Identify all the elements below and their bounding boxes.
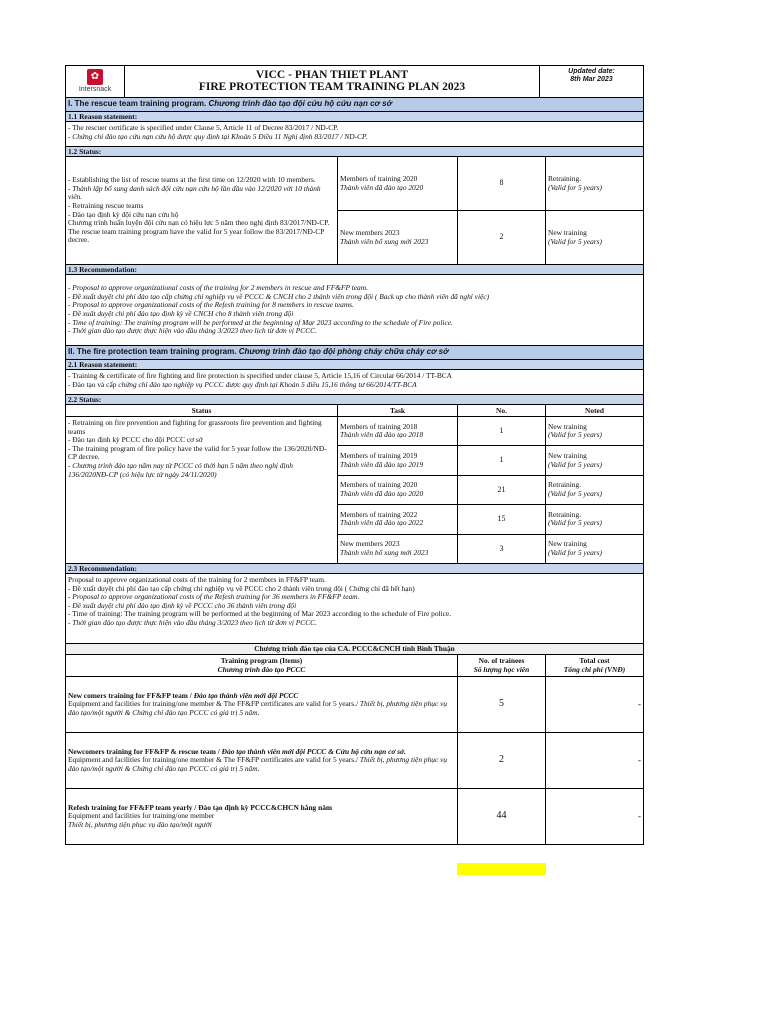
status-line: - Thành lập bổ sung danh sách đội cứu nạn cứu hộ lần đầu vào 12/2020 với 10 thành viên. [68, 183, 321, 202]
rec-line: - Đề xuất duyệt chi phí đào tạo định kỳ về CNCH cho 8 thành viên trong đội [68, 309, 294, 318]
noted-label: New training [548, 539, 587, 549]
task-cell [338, 535, 458, 563]
reason-en: - The rescuer certificate is specified under Clause 5, Article 11 of Decree 83/2017 / ND-CP. [68, 123, 339, 132]
task-cell [338, 157, 458, 210]
noted-cell [546, 535, 643, 563]
status-line: - Retraining on fire prevention and fighting for grassroots fire prevention and fighting teams [68, 418, 322, 436]
noted-label-vi: (Valid for 5 years) [548, 459, 602, 469]
col-program [66, 655, 458, 676]
highlighted-cell [457, 863, 546, 875]
task-cell [338, 505, 458, 533]
task-label: New members 2023 [340, 227, 400, 237]
count-cell: 15 [458, 505, 546, 533]
reason-vi: chứng chỉ đào tạo nghiệp vụ PCCC được quy định tại Khoản 5 điều 15,16 thông tư 66/2014/TT-BCA [116, 379, 417, 389]
count-cell: 1 [458, 446, 546, 474]
section-2-2-label: 2.2 Status: [66, 395, 643, 405]
trainees-cell: 44 [458, 789, 546, 844]
updated-date-box [539, 66, 643, 97]
section-2-3-label: 2.3 Recommendation: [66, 564, 643, 574]
task-label-vi: Thành viên đã đào tạo 2020 [340, 489, 424, 499]
trainees-cell: 5 [458, 677, 546, 732]
program-desc-vi: Thiết bị, phương tiện phục vụ đào tạo/một người [68, 819, 212, 829]
rec-line: - Thời gian đào tạo được thực hiện vào đầu tháng 3/2023 theo lịch từ đơn vị PCCC. [68, 326, 317, 336]
noted-cell [546, 417, 643, 445]
noted-label-vi: (Valid for 5 years) [548, 489, 602, 499]
rec-line: - Đề xuất duyệt chi phí đào tạo định kỳ về PCCC cho 36 thành viên trong đội [68, 600, 297, 610]
status-rows [338, 157, 643, 264]
noted-label-vi: (Valid for 5 years) [548, 430, 602, 440]
col-trainees [458, 655, 546, 676]
noted-label-vi: (Valid for 5 years) [548, 236, 602, 246]
count-cell: 2 [458, 211, 546, 264]
table-row [338, 476, 643, 505]
col-trainees-label: No. of trainees [478, 655, 525, 665]
col-trainees-label-vi: Số lượng học viên [473, 664, 530, 674]
task-label: Members of training 2019 [340, 451, 418, 461]
noted-label-vi: (Valid for 5 years) [548, 518, 602, 528]
status-line: Chương trình huấn luyện đội cứu nạn có hiệu lực 5 năm theo nghị định 83/2017/NĐ-CP. [68, 218, 330, 228]
section-1-1-reason [66, 122, 643, 147]
reason-vi: - Chứng chỉ đào tạo cứu nạn cứu hộ được quy định tại Khoản 5 Điều 11 Nghị định 83/2017 / ND-CP. [68, 131, 368, 141]
updated-value: 8th Mar 2023 [570, 76, 613, 83]
status-description [66, 157, 338, 264]
total-cell: - [638, 811, 641, 822]
rec-line: Proposal to approve organizational costs of the training for 2 members in FF&FP team. [68, 575, 326, 584]
cost-row [66, 789, 643, 844]
count-cell: 1 [458, 417, 546, 445]
updated-label: Updated date: [568, 68, 615, 75]
program-title-en: New comers training for FF&FP team / [68, 690, 194, 700]
reason-vi-prefix: - Đào tạo và cấp [68, 379, 117, 389]
count-cell: 3 [458, 535, 546, 563]
program-title-vi: Đào tạo thành viên mới đội PCCC [193, 690, 299, 700]
rec-line: - Time of training: The training program will be performed at the beginning of Mar 2023 according to the schedule of Fire police. [68, 609, 452, 619]
task-label-vi: Thành viên đã đào tạo 2018 [340, 430, 424, 440]
trainees-cell: 2 [458, 733, 546, 788]
table-row [338, 417, 643, 446]
status-rows [338, 417, 643, 563]
noted-label: New training [548, 451, 587, 461]
status-line: The rescue team training program have the valid for 5 year follow the 83/2017/NĐ-CP decree. [68, 226, 325, 245]
rec-line: - Thời gian đào tạo được thực hiện vào đầu tháng 3/2023 theo lịch từ đơn vị PCCC. [68, 617, 317, 627]
count-cell: 21 [458, 476, 546, 504]
col-total [546, 655, 643, 676]
noted-label: Retraining. [548, 480, 582, 490]
task-label: Members of training 2020 [340, 480, 418, 490]
col-total-label-vi: Tổng chi phí (VNĐ) [563, 664, 626, 674]
status-description [66, 417, 338, 563]
status-line: - Đào tạo định kỳ PCCC cho đội PCCC cơ sở [68, 435, 203, 445]
section-2-title-vi: Chương trình đào tạo đội phòng cháy chữa cháy cơ sở [238, 347, 449, 356]
program-title-en: Newcomers training for FF&FP & rescue team / [68, 746, 222, 756]
col-status: Status [66, 405, 338, 416]
col-task: Task [338, 405, 458, 416]
cost-table-header [66, 655, 643, 677]
noted-cell [546, 446, 643, 474]
logo-text: Intersnack [78, 85, 112, 93]
program-cell [66, 733, 458, 788]
title-line-1: VICC - PHAN THIET PLANT [255, 69, 409, 81]
task-label: New members 2023 [340, 539, 400, 549]
program-desc-en: Equipment and facilities for training/one member [68, 811, 215, 821]
total-cell: - [638, 755, 641, 766]
task-cell [338, 211, 458, 264]
table-row [338, 535, 643, 563]
section-2-1-label: 2.1 Reason statement: [66, 360, 643, 370]
section-1-3-label: 1.3 Recommendation: [66, 265, 643, 275]
program-desc-en: Equipment and facilities for training/one member & The FF&FP certificates are valid for 5 years./ [68, 755, 360, 765]
noted-label-vi: (Valid for 5 years) [548, 547, 602, 557]
section-1-2-label: 1.2 Status: [66, 147, 643, 157]
program-desc [68, 700, 455, 717]
task-label-vi: Thành viên đã đào tạo 2022 [340, 518, 424, 528]
status-line: - Establishing the list of rescue teams at the first time on 12/2020 with 10 members. [68, 175, 316, 185]
col-total-label: Total cost [579, 655, 610, 665]
logo-flame-icon: ✿ [87, 69, 103, 85]
document-title [125, 66, 539, 97]
section-1-title-vi: Chương trình đào tạo đội cứu hộ cứu nạn cơ sở [208, 99, 392, 108]
document-header [66, 66, 643, 98]
table-row [338, 211, 643, 264]
col-no: No. [458, 405, 546, 416]
task-cell [338, 417, 458, 445]
section-1-1-label: 1.1 Reason statement: [66, 112, 643, 122]
status-line: - The training program of fire policy have the valid for 5 year follow the 136/2020/NĐ-CP decree. [68, 443, 327, 462]
company-logo [66, 66, 125, 97]
table-row [338, 157, 643, 211]
reason-en: - Training & certificate of fire fighting and fire protection is specified under clause 5, Article 15,16 of Circular 66/2014 / TT-BCA [68, 371, 453, 380]
section-1-title: I. The rescue team training program. [68, 99, 207, 108]
task-label-vi: Thành viên đã đào tạo 2019 [340, 459, 424, 469]
table-row [338, 446, 643, 475]
rec-line: - Time of training: The training program will be performed at the beginning of Mar 2023 according to the schedule of Fire police. [68, 317, 453, 327]
rec-line: - Đề xuất duyệt chi phí đào tạo cấp chứng chỉ nghiệp vụ về PCCC cho 2 thành viên trong đội ( Chứng chỉ đã hết hạn) [68, 583, 415, 593]
section-2-status-table [66, 417, 643, 564]
program-desc [68, 756, 455, 773]
noted-cell [546, 476, 643, 504]
col-program-label-vi: Chương trình đào tạo PCCC [217, 664, 306, 674]
col-program-label: Training program (Items) [220, 655, 303, 665]
title-line-2: FIRE PROTECTION TEAM TRAINING PLAN 2023 [198, 81, 466, 93]
noted-label: New training [548, 227, 587, 237]
program-cell [66, 789, 458, 844]
noted-label-vi: (Valid for 5 years) [548, 182, 602, 192]
task-cell [338, 446, 458, 474]
rec-line: - Proposal to approve organizational costs of the training for 2 members in rescue and FF&FP team. [68, 283, 368, 293]
program-desc-vi: Thiết bị, phương tiện phục vụ đào tạo/một người & Chứng chỉ đào tạo PCCC có giá trị 5 năm. [68, 699, 448, 717]
task-cell [338, 476, 458, 504]
table-row [338, 505, 643, 534]
rec-line: - Proposal to approve organizational costs of the Refesh training for 8 members in rescue teams. [68, 300, 354, 310]
status-line: - Retraining rescue teams [68, 200, 144, 210]
count-cell: 8 [458, 157, 546, 210]
task-label-vi: Thành viên bổ xung mới 2023 [340, 236, 429, 246]
total-cell: - [638, 699, 641, 710]
section-2-recommendation [66, 574, 643, 644]
training-plan-sheet [65, 65, 644, 845]
section-2-title: II. The fire protection team training program. [68, 347, 237, 356]
noted-label: New training [548, 421, 587, 431]
col-noted: Noted [585, 406, 604, 415]
reason-vi-line [68, 381, 641, 390]
status-table-header [66, 405, 643, 417]
section-1-status-table [66, 157, 643, 265]
status-line: - Chương trình đào tạo năm nay từ PCCC có thời hạn 5 năm theo nghị định 136/2020NĐ-CP (có hiệu lực từ ngày 24/11/2020) [68, 460, 293, 479]
program-desc-en: Equipment and facilities for training/one member & The FF&FP certificates are valid for 5 years./ [68, 699, 360, 709]
section-2-1-reason [66, 370, 643, 395]
noted-label: Retraining. [548, 509, 582, 519]
noted-cell [546, 157, 643, 210]
rec-line: - Proposal to approve organizational costs of the Refesh training for 36 members in FF&FP team. [68, 592, 360, 602]
cost-table-title: Chương trình đào tạo của CA. PCCC&CNCH tỉnh Bình Thuận [66, 644, 643, 655]
cost-row [66, 733, 643, 789]
program-desc-vi: Thiết bị, phương tiện phục vụ đào tạo/một người & Chứng chỉ đào tạo PCCC có giá trị 5 năm. [68, 755, 448, 773]
task-label-vi: Thành viên đã đào tạo 2020 [340, 182, 424, 192]
section-2-heading [66, 346, 643, 360]
program-title-vi: Đào tạo thành viên mới đội PCCC & Cứu hộ cứu nạn cơ sở. [221, 746, 406, 756]
program-cell [66, 677, 458, 732]
cost-row [66, 677, 643, 733]
task-label: Members of training 2022 [340, 509, 418, 519]
task-label-vi: Thành viên bổ xung mới 2023 [340, 547, 429, 557]
program-title-en: Refesh training for FF&FP team yearly / Đào tạo định kỳ PCCC&CHCN hằng năm [68, 802, 333, 812]
task-label: Members of training 2018 [340, 421, 418, 431]
section-1-recommendation [66, 275, 643, 346]
noted-cell [546, 505, 643, 533]
status-line: - Đào tạo định kỳ đội cứu nạn cứu hộ [68, 209, 179, 219]
rec-line: - Đề xuất duyệt chi phí đào tạo cấp chứng chỉ nghiệp vụ về PCCC & CNCH cho 2 thành viên trong đội ( Back up cho thành viên đã nghỉ việc) [68, 291, 490, 301]
noted-label: Retraining. [548, 173, 582, 183]
task-label: Members of training 2020 [340, 173, 418, 183]
section-1-heading [66, 98, 643, 112]
noted-cell [546, 211, 643, 264]
